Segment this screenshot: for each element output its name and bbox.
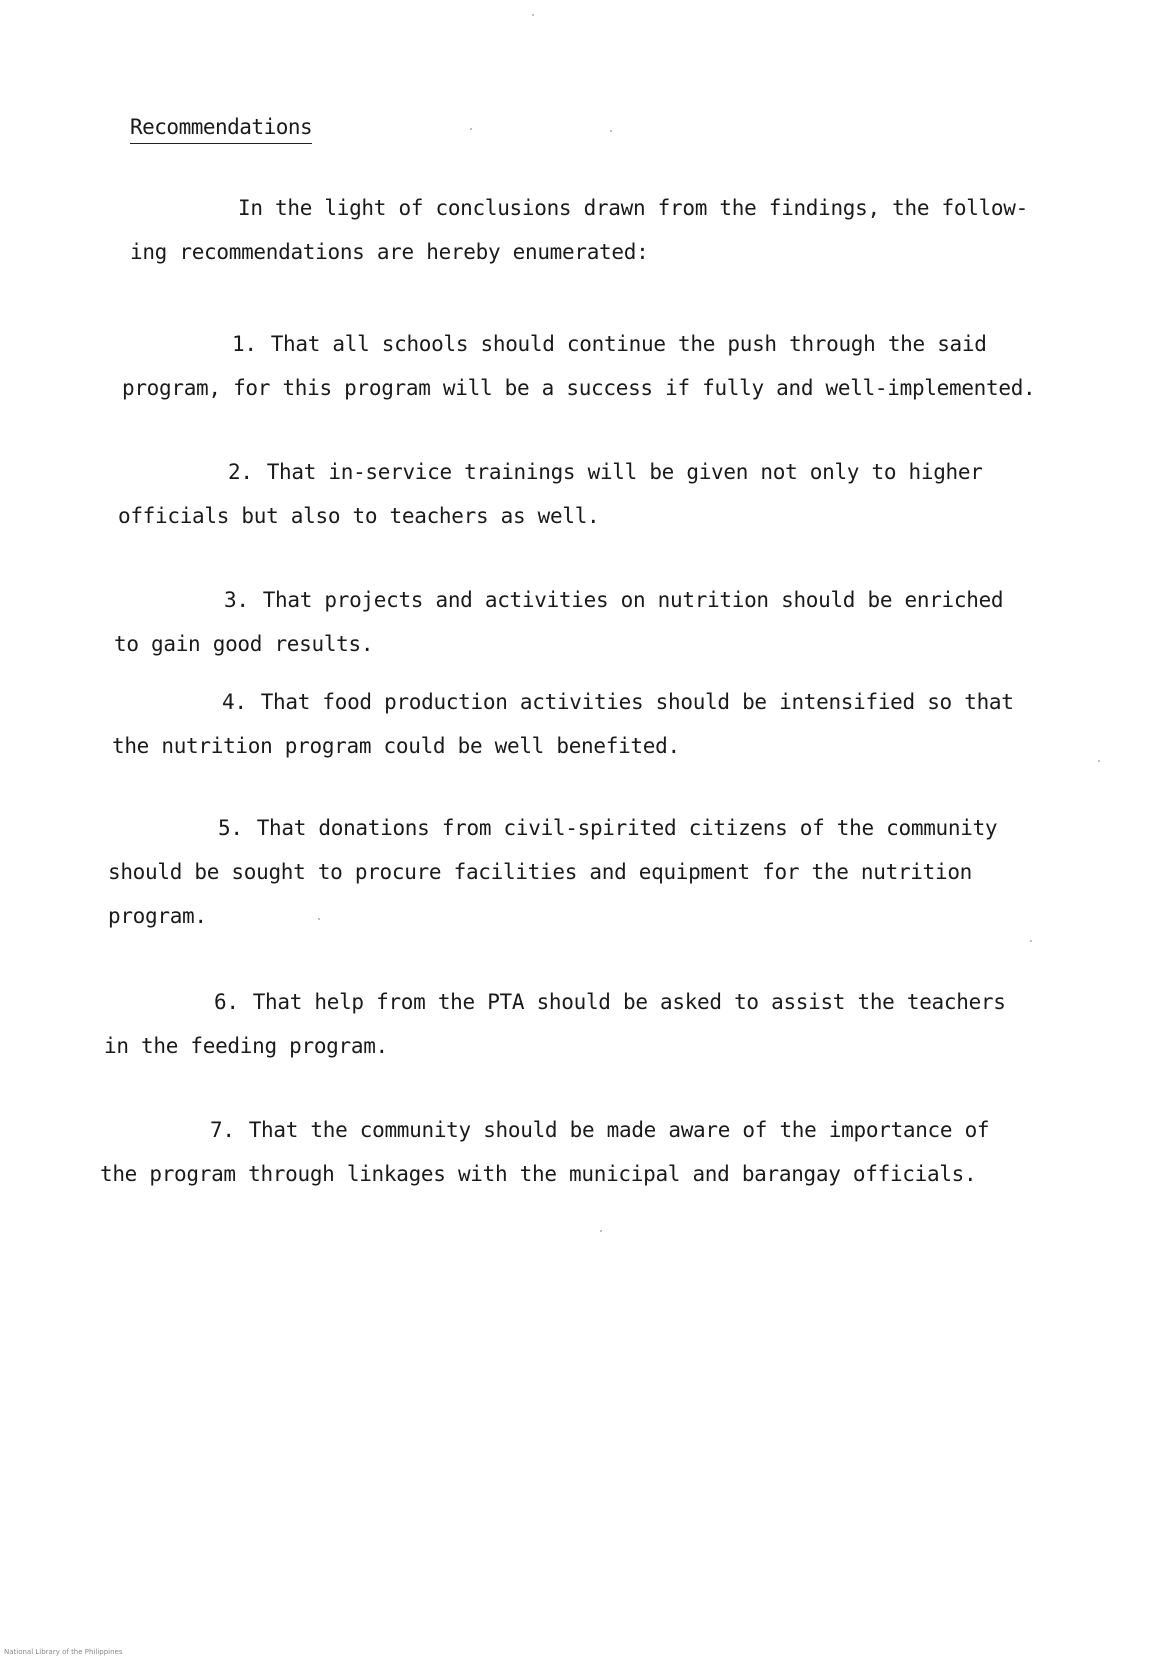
- recommendation-item-2: [118, 450, 983, 538]
- item-text-line-2: to gain good results.: [114, 632, 374, 656]
- item-text-line-1: That the community should be made aware of the importance of: [248, 1118, 990, 1142]
- item-number: 4.: [222, 690, 247, 714]
- scan-speck: [470, 128, 472, 130]
- intro-line-1: In the light of conclusions drawn from the findings, the follow-: [238, 196, 1028, 220]
- item-text-line-2: program, for this program will be a success if fully and well-implemented.: [122, 376, 1036, 400]
- item-text-line-1: That help from the PTA should be asked to assist the teachers: [252, 990, 1006, 1014]
- item-text-line-2: officials but also to teachers as well.: [118, 504, 600, 528]
- recommendation-item-3: [114, 578, 1003, 666]
- scan-speck: [610, 130, 612, 132]
- item-text-line-1: That in-service trainings will be given not only to higher: [266, 460, 983, 484]
- item-number: 1.: [232, 332, 257, 356]
- item-text-line-2: the program through linkages with the municipal and barangay officials.: [100, 1162, 977, 1186]
- item-text-line-2: should be sought to procure facilities and equipment for the nutrition: [108, 860, 973, 884]
- scan-footer: National Library of the Philippines: [4, 1648, 123, 1656]
- section-heading: Recommendations: [130, 114, 312, 144]
- scan-speck: [600, 1230, 602, 1232]
- item-text-line-2: in the feeding program.: [104, 1034, 388, 1058]
- item-text-line-2: the nutrition program could be well benefited.: [112, 734, 680, 758]
- item-number: 2.: [228, 460, 253, 484]
- recommendation-item-7: [100, 1108, 989, 1196]
- item-text-line-1: That food production activities should be intensified so that: [260, 690, 1014, 714]
- item-text-line-1: That all schools should continue the push through the said: [270, 332, 987, 356]
- recommendation-item-4: [112, 680, 1014, 768]
- item-number: 6.: [214, 990, 239, 1014]
- item-text-line-1: That donations from civil-spirited citizens of the community: [256, 816, 998, 840]
- item-number: 3.: [224, 588, 249, 612]
- intro-paragraph: [130, 186, 1028, 274]
- recommendation-item-6: [104, 980, 1006, 1068]
- scan-speck: [1098, 760, 1100, 762]
- item-number: 5.: [218, 816, 243, 840]
- intro-line-2: ing recommendations are hereby enumerated:: [130, 240, 649, 264]
- recommendation-item-5: [108, 806, 997, 938]
- scan-speck: [532, 14, 534, 16]
- item-text-line-3: program.: [108, 904, 207, 928]
- scan-speck: [318, 918, 320, 920]
- scan-speck: [1030, 940, 1032, 942]
- item-text-line-1: That projects and activities on nutrition should be enriched: [262, 588, 1004, 612]
- recommendation-item-1: [122, 322, 1035, 410]
- item-number: 7.: [210, 1118, 235, 1142]
